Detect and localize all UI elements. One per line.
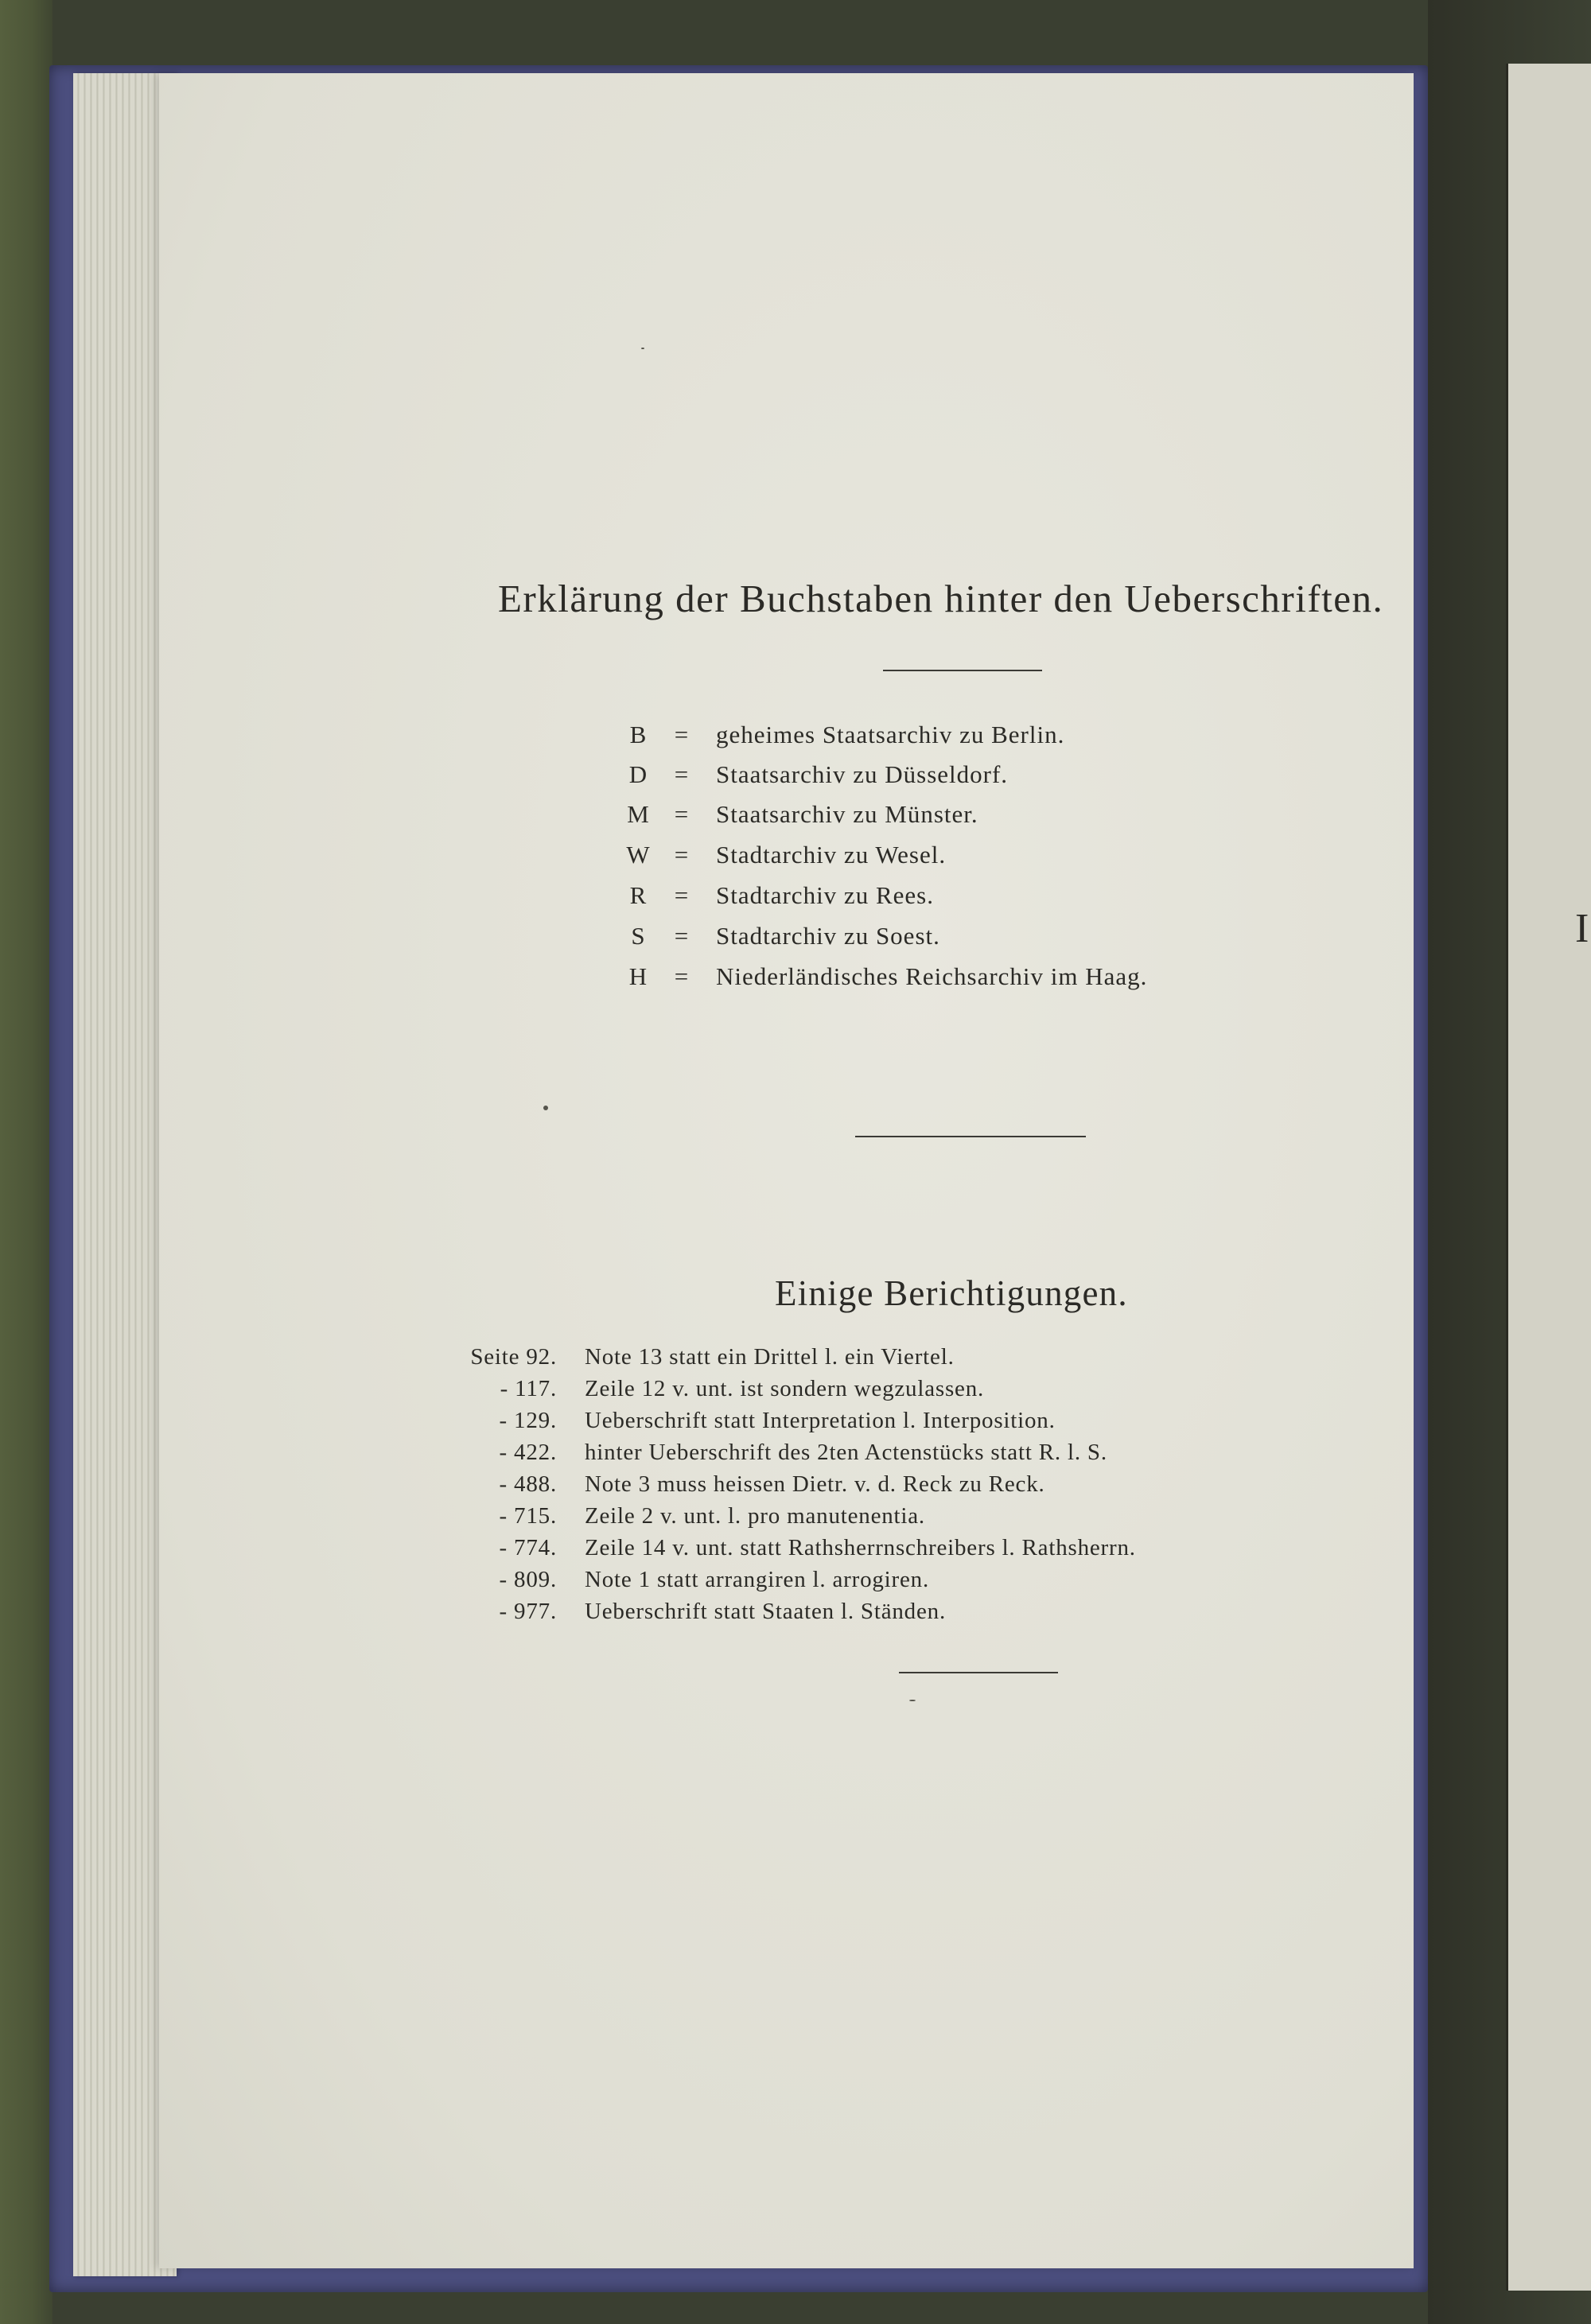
correction-page: - 809.	[499, 1567, 557, 1592]
correction-text: Note 13 statt ein Drittel l. ein Viertel.	[585, 1344, 955, 1370]
abbreviation-key: B	[629, 721, 648, 748]
correction-text: Zeile 2 v. unt. l. pro manutenentia.	[585, 1503, 925, 1529]
abbreviation-key: M	[627, 800, 650, 828]
background-left	[0, 0, 53, 2324]
abbreviation-key: W	[626, 841, 651, 869]
abbreviation-value: geheimes Staatsarchiv zu Berlin.	[716, 721, 1065, 748]
abbreviation-key: H	[628, 962, 648, 990]
abbreviation-key: S	[631, 922, 646, 950]
paper-speck	[543, 1106, 548, 1110]
abbreviation-key: D	[628, 760, 648, 788]
correction-page: - 129.	[499, 1408, 557, 1433]
divider	[883, 670, 1042, 671]
correction-text: Zeile 12 v. unt. ist sondern wegzulassen.	[585, 1376, 985, 1401]
abbreviation-value: Staatsarchiv zu Düsseldorf.	[716, 760, 1009, 788]
correction-page: - 715.	[499, 1503, 557, 1529]
correction-page: - 774.	[499, 1535, 557, 1560]
correction-text: Zeile 14 v. unt. statt Rathsherrnschreibers l. Rathsherrn.	[585, 1535, 1136, 1560]
equals-sign: =	[674, 962, 690, 990]
abbreviation-value: Niederländisches Reichsarchiv im Haag.	[716, 962, 1148, 990]
divider	[855, 1136, 1086, 1137]
correction-text: Note 1 statt arrangiren l. arrogiren.	[585, 1567, 930, 1592]
adjacent-page	[1506, 64, 1591, 2291]
correction-text: Ueberschrift statt Staaten l. Ständen.	[585, 1599, 947, 1624]
abbreviation-value: Stadtarchiv zu Rees.	[716, 881, 934, 909]
correction-page: Seite 92.	[470, 1344, 557, 1370]
section-title: Einige Berichtigungen.	[775, 1273, 1128, 1313]
equals-sign: =	[674, 881, 690, 909]
page	[159, 73, 1414, 2268]
correction-page: - 117.	[500, 1376, 557, 1401]
equals-sign: =	[674, 922, 690, 950]
abbreviation-key: R	[629, 881, 648, 909]
equals-sign: =	[674, 841, 690, 869]
abbreviation-value: Stadtarchiv zu Wesel.	[716, 841, 947, 869]
equals-sign: =	[674, 721, 690, 748]
correction-text: Note 3 muss heissen Dietr. v. d. Reck zu Reck.	[585, 1471, 1045, 1497]
equals-sign: =	[674, 800, 690, 828]
correction-page: - 977.	[499, 1599, 557, 1624]
paper-speck	[641, 348, 644, 349]
adjacent-page-letter: I	[1575, 906, 1589, 951]
correction-page: - 488.	[499, 1471, 557, 1497]
abbreviation-value: Stadtarchiv zu Soest.	[716, 922, 940, 950]
divider	[899, 1672, 1058, 1673]
correction-text: Ueberschrift statt Interpretation l. Interposition.	[585, 1408, 1056, 1433]
equals-sign: =	[674, 760, 690, 788]
paper-speck	[909, 1700, 916, 1701]
correction-page: - 422.	[499, 1440, 557, 1465]
correction-text: hinter Ueberschrift des 2ten Actenstücks statt R. l. S.	[585, 1440, 1107, 1465]
page-title: Erklärung der Buchstaben hinter den Ueberschriften.	[498, 577, 1384, 620]
abbreviation-value: Staatsarchiv zu Münster.	[716, 800, 978, 828]
